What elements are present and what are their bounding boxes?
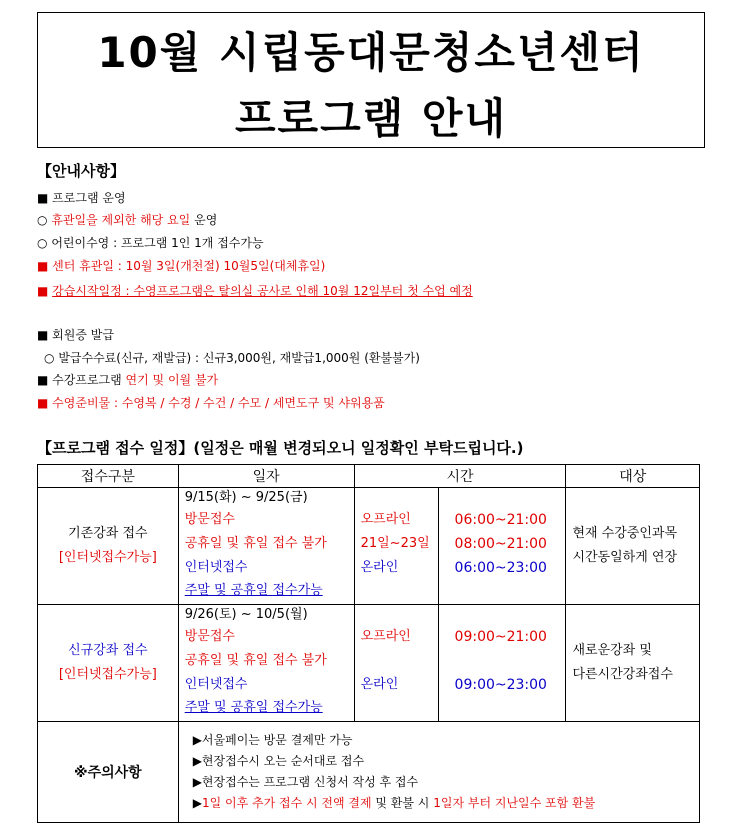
caution-list xyxy=(178,722,699,823)
column-header: 대상 xyxy=(566,465,700,488)
page-title: 10월 시립동대문청소년센터 xyxy=(97,28,645,77)
time-value-cell: 09:00~21:00 09:00~23:00 xyxy=(438,605,566,722)
date-cell: 9/26(토) ~ 10/5(월) 방문접수 공휴일 및 휴일 접수 불가 인터넷접수 주말 및 공휴일 접수가능 xyxy=(178,605,354,722)
notice-heading: 【안내사항】 xyxy=(37,162,125,180)
bullet-square-icon: ■ xyxy=(37,396,49,410)
notice-item-closed-days: ■ 센터 휴관일 : 10월 3일(개천절) 10월5일(대체휴일) xyxy=(37,259,326,273)
column-header: 시간 xyxy=(354,465,566,488)
list-item: ▶현장접수는 프로그램 신청서 작성 후 접수 xyxy=(192,775,419,789)
bullet-circle-icon: ○ xyxy=(37,236,48,250)
notice-item: ○ 어린이수영 : 프로그램 1인 1개 접수가능 xyxy=(37,236,264,250)
bullet-square-icon: ■ xyxy=(37,284,49,298)
bullet-square-icon: ■ xyxy=(37,328,49,342)
notice-item-class-start: ■ 강습시작일정 : 수영프로그램은 탈의실 공사로 인해 10월 12일부터 첫 수업 예정 xyxy=(37,284,473,298)
page-subtitle: 프로그램 안내 xyxy=(234,94,508,143)
bullet-circle-icon: ○ xyxy=(44,351,55,365)
list-item: ▶서울페이는 방문 결제만 가능 xyxy=(192,733,353,747)
category-cell: 기존강좌 접수 [인터넷접수가능] xyxy=(38,488,179,605)
notice-item: ■ 수강프로그램 연기 및 이월 불가 xyxy=(37,373,219,387)
schedule-table xyxy=(37,464,700,823)
time-mode-cell: 오프라인 21일~23일 온라인 xyxy=(354,488,438,605)
list-item: ▶1일 이후 추가 접수 시 전액 결제 및 환불 시 1일자 부터 지난일수 포함 환불 xyxy=(192,796,596,810)
time-mode-cell: 오프라인 온라인 xyxy=(354,605,438,722)
target-cell: 현재 수강중인과목 시간동일하게 연장 xyxy=(566,488,700,605)
bullet-circle-icon: ○ xyxy=(37,213,48,227)
table-row xyxy=(38,605,700,722)
notice-item: ○ 휴관일을 제외한 해당 요일 운영 xyxy=(37,213,218,227)
column-header: 접수구분 xyxy=(38,465,179,488)
caution-label: ※주의사항 xyxy=(38,722,179,823)
target-cell: 새로운강좌 및 다른시간강좌접수 xyxy=(566,605,700,722)
bullet-square-icon: ■ xyxy=(37,191,49,205)
date-cell: 9/15(화) ~ 9/25(금) 방문접수 공휴일 및 휴일 접수 불가 인터넷접수 주말 및 공휴일 접수가능 xyxy=(178,488,354,605)
list-item: ▶현장접수시 오는 순서대로 접수 xyxy=(192,754,365,768)
notice-item: ■ 프로그램 운영 xyxy=(37,191,126,205)
notice-item: ■ 회원증 발급 xyxy=(37,328,114,342)
bullet-square-icon: ■ xyxy=(37,259,49,273)
title-box xyxy=(37,12,705,148)
column-header: 일자 xyxy=(178,465,354,488)
table-header-row xyxy=(38,465,700,488)
caution-row xyxy=(38,722,700,823)
table-row xyxy=(38,488,700,605)
schedule-heading: 【프로그램 접수 일정】(일정은 매월 변경되오니 일정확인 부탁드립니다.) xyxy=(37,439,524,457)
notice-item-swim-supplies: ■ 수영준비물 : 수영복 / 수경 / 수건 / 수모 / 세면도구 및 샤워용품 xyxy=(37,396,385,410)
category-cell: 신규강좌 접수 [인터넷접수가능] xyxy=(38,605,179,722)
notice-item: ○ 발급수수료(신규, 재발급) : 신규3,000원, 재발급1,000원 (환불불가) xyxy=(44,351,420,365)
bullet-square-icon: ■ xyxy=(37,373,49,387)
time-value-cell: 06:00~21:00 08:00~21:00 06:00~23:00 xyxy=(438,488,566,605)
